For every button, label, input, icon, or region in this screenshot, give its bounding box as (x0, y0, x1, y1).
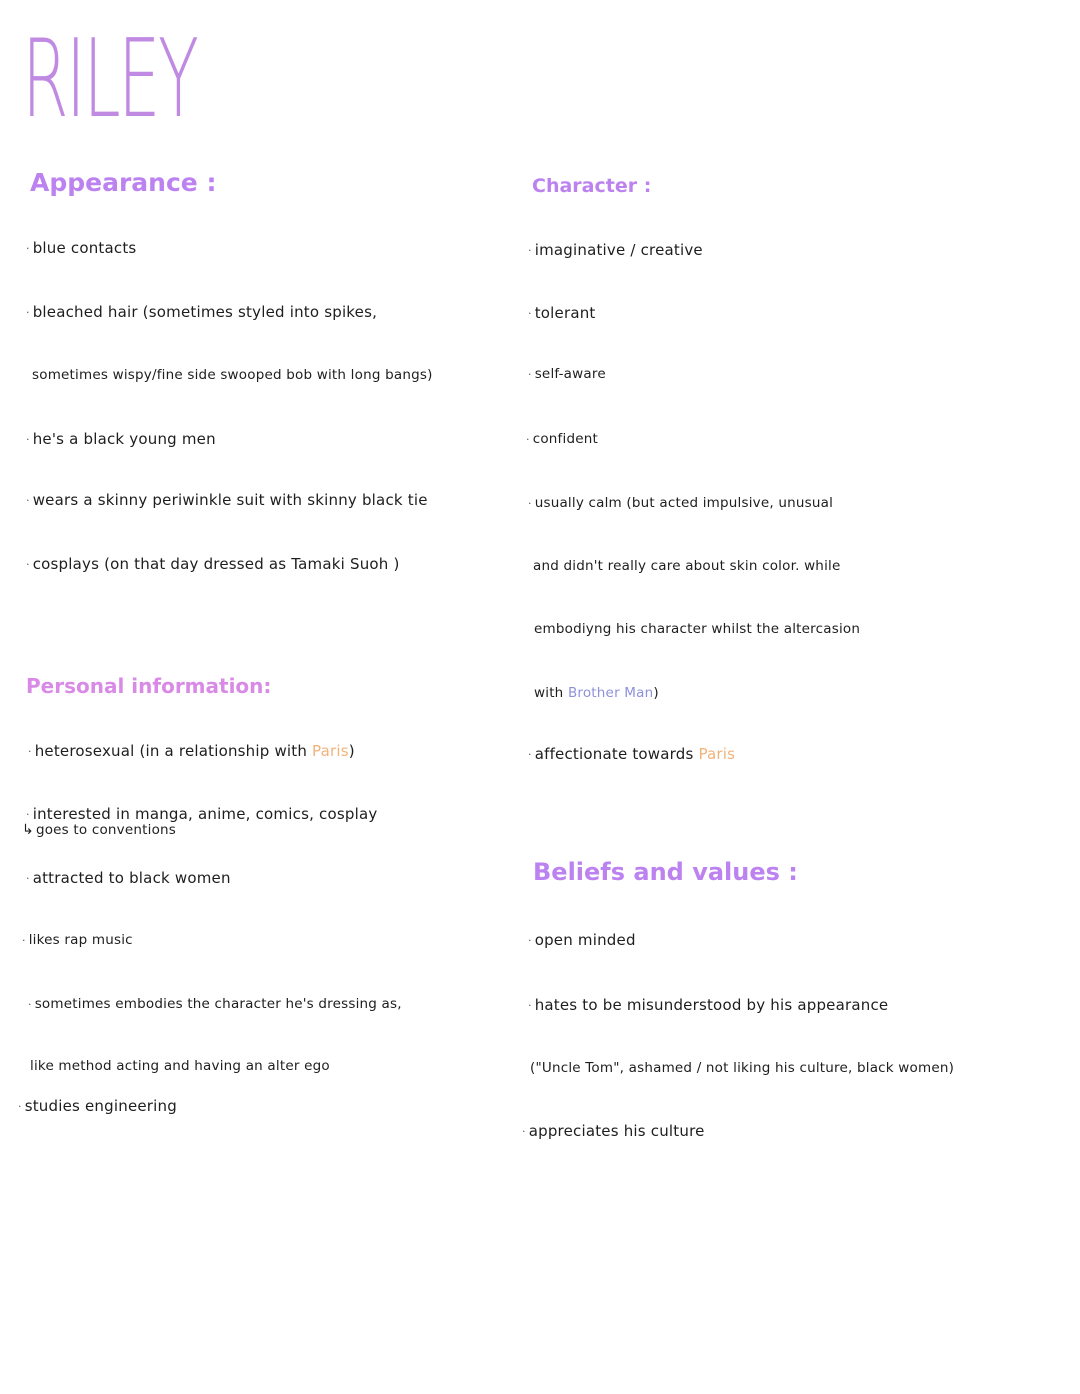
character-item-calm (528, 495, 833, 511)
paris-name: Paris (312, 742, 349, 760)
beliefs-heading: Beliefs and values : (533, 858, 798, 886)
personal-item-rap (22, 932, 133, 948)
bullet-icon: · (528, 748, 532, 761)
appearance-item-black-young-men (26, 430, 216, 448)
character-item-text: imaginative / creative (534, 241, 703, 259)
personal-info-heading: Personal information: (26, 674, 272, 698)
personal-item-method-acting: like method acting and having an alter ego (30, 1058, 330, 1074)
appearance-item-hair-continued: sometimes wispy/fine side swooped bob with long bangs) (32, 367, 433, 383)
personal-item-text: sometimes embodies the character he's dressing as, (34, 996, 402, 1012)
bullet-icon: · (18, 1100, 22, 1113)
character-item-text: ) (653, 685, 659, 701)
beliefs-item-open-minded (528, 931, 636, 949)
appearance-item-text: blue contacts (32, 239, 137, 257)
bullet-icon: · (26, 808, 30, 821)
character-heading: Character : (532, 175, 652, 197)
character-item-self-aware (528, 366, 606, 382)
personal-item-engineering (18, 1097, 177, 1115)
beliefs-item-appreciates (522, 1122, 705, 1140)
bullet-icon: · (522, 1125, 526, 1138)
personal-item-conventions (22, 822, 176, 838)
bullet-icon: · (26, 872, 30, 885)
personal-item-text: goes to conventions (35, 822, 177, 838)
personal-item-embodies (28, 996, 402, 1012)
personal-item-text: heterosexual (in a relationship with (34, 742, 313, 760)
bullet-icon: · (22, 933, 26, 947)
bullet-icon: · (26, 558, 30, 571)
personal-item-text: ) (348, 742, 355, 760)
bullet-icon: · (26, 306, 30, 319)
bullet-icon: · (528, 496, 532, 510)
beliefs-item-misunderstood (528, 996, 888, 1014)
turn-arrow-icon: ↳ (22, 822, 34, 838)
bullet-icon: · (528, 367, 532, 381)
character-item-embodying: embodiyng his character whilst the altercasion (534, 621, 861, 637)
character-item-imaginative (528, 241, 703, 259)
character-item-text: tolerant (534, 304, 596, 322)
bullet-icon: · (528, 999, 532, 1012)
personal-item-interested (26, 805, 377, 823)
appearance-item-text: he's a black young men (32, 430, 216, 448)
appearance-item-cosplays (26, 555, 400, 573)
character-item-text: with (534, 685, 568, 701)
bullet-icon: · (26, 494, 30, 507)
appearance-item-text: cosplays (on that day dressed as Tamaki Suoh ) (32, 555, 400, 573)
paris-name: Paris (698, 745, 736, 763)
brother-man-name: Brother Man (567, 685, 654, 701)
bullet-icon: · (26, 242, 30, 255)
bullet-icon: · (28, 745, 32, 758)
bullet-icon: · (28, 997, 32, 1011)
bullet-icon: · (26, 433, 30, 446)
bullet-icon: · (528, 934, 532, 947)
personal-item-text: likes rap music (28, 932, 133, 948)
character-item-text: confident (532, 431, 598, 447)
character-item-skin-color: and didn't really care about skin color. while (533, 558, 841, 574)
appearance-item-text: wears a skinny periwinkle suit with skinny black tie (32, 491, 428, 509)
character-item-confident (526, 431, 598, 447)
character-item-text: affectionate towards (534, 745, 699, 763)
appearance-item-suit (26, 491, 428, 509)
character-item-tolerant (528, 304, 596, 322)
beliefs-item-text: appreciates his culture (528, 1122, 705, 1140)
personal-item-text: interested in manga, anime, comics, cosplay (32, 805, 378, 823)
appearance-item-contacts (26, 239, 136, 257)
page-title: RILEY (22, 17, 197, 142)
bullet-icon: · (528, 307, 532, 320)
appearance-item-text: bleached hair (sometimes styled into spikes, (32, 303, 378, 321)
beliefs-item-text: open minded (534, 931, 636, 949)
character-item-affectionate (528, 745, 735, 763)
beliefs-item-uncle-tom: ("Uncle Tom", ashamed / not liking his culture, black women) (530, 1060, 955, 1076)
appearance-item-hair (26, 303, 377, 321)
personal-item-attracted (26, 869, 231, 887)
beliefs-item-text: hates to be misunderstood by his appearance (534, 996, 889, 1014)
bullet-icon: · (528, 244, 532, 257)
personal-item-text: attracted to black women (32, 869, 231, 887)
character-item-text: usually calm (but acted impulsive, unusual (534, 495, 834, 511)
personal-item-text: studies engineering (24, 1097, 177, 1115)
character-item-brother-man (534, 685, 659, 701)
appearance-heading: Appearance : (30, 168, 217, 197)
bullet-icon: · (526, 432, 530, 446)
character-item-text: self-aware (534, 366, 606, 382)
personal-item-heterosexual (28, 742, 355, 760)
